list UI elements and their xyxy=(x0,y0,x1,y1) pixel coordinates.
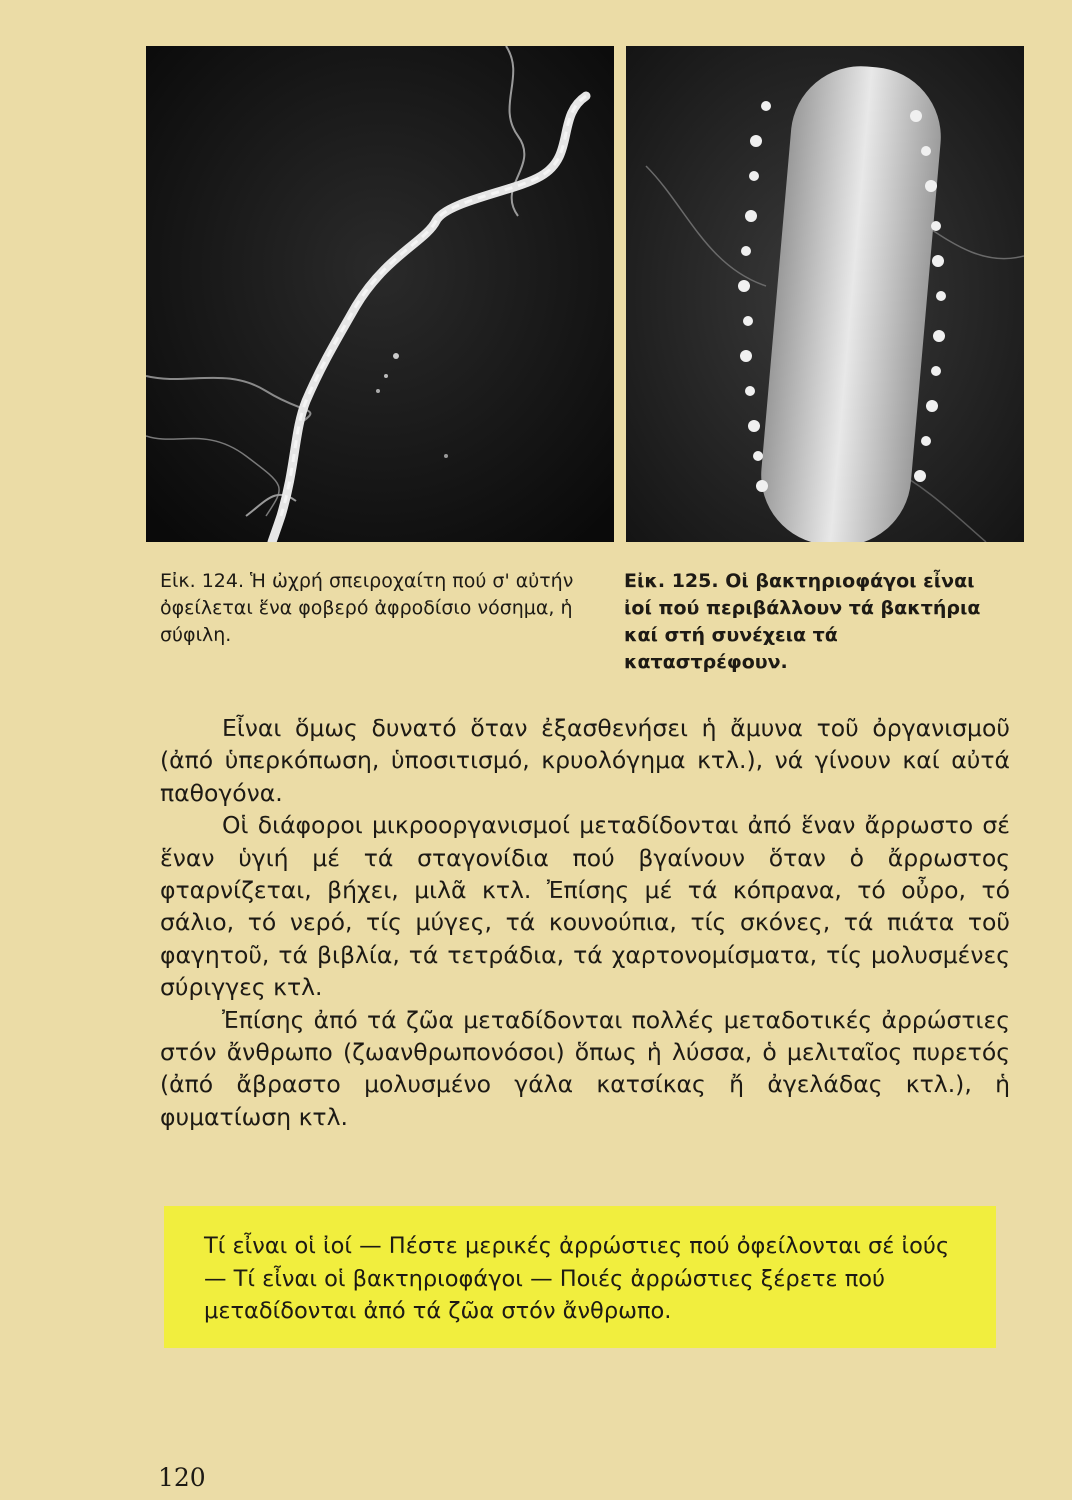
paragraph: Οἱ διάφοροι μικροοργανισμοί μεταδίδονται ἀπό ἕναν ἄρρωστο σέ ἕναν ὑγιή μέ τά σταγονίδια πού βγαίνουν ὅταν ὁ ἄρρωστος φταρνίζεται, βήχει, μιλᾶ κτλ. Ἐπίσης μέ τά κόπρανα, τό οὖρο, τό σάλιο, τό νερό, τίς μύγες, τά κουνούπια, τίς σκόνες, τά πιάτα τοῦ φαγητοῦ, τά βιβλία, τά τετράδια, τά χαρτονομίσματα, τίς μολυσμένες σύριγγες κτλ. xyxy=(160,811,1010,1002)
figure-124-caption: Εἰκ. 124. Ἡ ὠχρή σπειροχαίτη πού σ' αὐτήν ὀφείλεται ἕνα φοβερό ἀφροδίσιο νόσημα, ἡ σύφιλη. xyxy=(160,570,574,646)
spirochete-image xyxy=(146,46,614,542)
review-questions-box xyxy=(164,1206,996,1348)
paragraph: Εἶναι ὅμως δυνατό ὅταν ἐξασθενήσει ἡ ἄμυνα τοῦ ὀργανισμοῦ (ἀπό ὑπερκόπωση, ὑποσιτισμό, κρυολόγημα κτλ.), νά γίνουν καί αὐτά παθογόνα. xyxy=(160,714,1010,807)
figure-125-caption: Εἰκ. 125. Οἱ βακτηριοφάγοι εἶναι ἰοί πού περιβάλλουν τά βακτήρια καί στή συνέχεια τά καταστρέφουν. xyxy=(624,570,981,673)
page-number: 120 xyxy=(158,1463,206,1492)
figure-125-bacteriophage-photo xyxy=(626,46,1024,542)
body-text xyxy=(160,712,1010,1133)
review-questions-text: Τί εἶναι οἱ ἰοί — Πέστε μερικές ἀρρώστιες πού ὀφείλονται σέ ἰούς — Τί εἶναι οἱ βακτηριοφάγοι — Ποιές ἀρρώστιες ξέρετε πού μεταδίδονται ἀπό τά ζῶα στόν ἄνθρωπο. xyxy=(204,1233,950,1324)
bacteriophage-image xyxy=(626,46,1024,542)
paragraph: Ἐπίσης ἀπό τά ζῶα μεταδίδονται πολλές μεταδοτικές ἀρρώστιες στόν ἄνθρωπο (ζωανθρωπονόσοι) ὅπως ἡ λύσσα, ὁ μελιταῖος πυρετός (ἀπό ἄβραστο μολυσμένο γάλα κατσίκας ἤ ἀγελάδας κτλ.), ἡ φυματίωση κτλ. xyxy=(160,1005,1010,1131)
figure-124-spirochete-photo xyxy=(146,46,614,542)
